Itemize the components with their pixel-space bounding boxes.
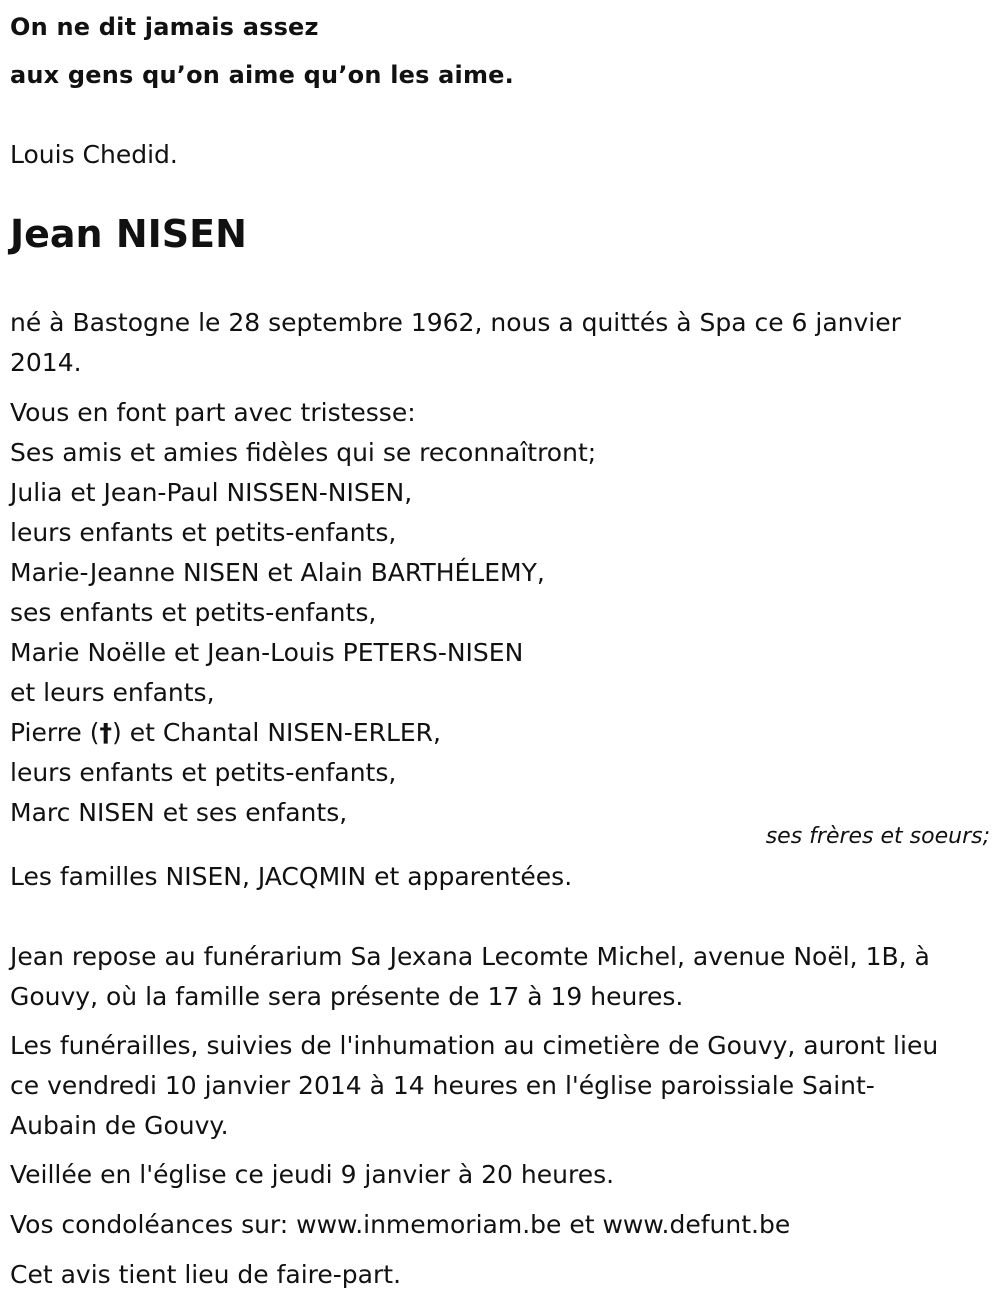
quote-line-1: On ne dit jamais assez — [10, 13, 319, 41]
family-line: leurs enfants et petits-enfants, — [10, 758, 397, 787]
funerarium-line-1: Jean repose au funérarium Sa Jexana Lecomte Michel, avenue Noël, 1B, à — [10, 942, 930, 971]
quote-line-2: aux gens qu’on aime qu’on les aime. — [10, 61, 514, 89]
notice-line: Cet avis tient lieu de faire-part. — [10, 1260, 402, 1289]
family-line: et leurs enfants, — [10, 678, 215, 707]
family-line: Marie-Jeanne NISEN et Alain BARTHÉLEMY, — [10, 558, 545, 587]
family-line: leurs enfants et petits-enfants, — [10, 518, 397, 547]
family-line: Julia et Jean-Paul NISSEN-NISEN, — [10, 478, 413, 507]
family-line: Ses amis et amies fidèles qui se reconnaîtront; — [10, 438, 597, 467]
family-line-pierre — [10, 718, 441, 748]
pierre-before: Pierre ( — [10, 718, 100, 747]
birth-death-line-2: 2014. — [10, 348, 82, 377]
cross-icon: † — [99, 718, 113, 747]
family-line: Marie Noëlle et Jean-Louis PETERS-NISEN — [10, 638, 524, 667]
families-line: Les familles NISEN, JACQMIN et apparentées. — [10, 862, 573, 891]
funerarium-line-2: Gouvy, où la famille sera présente de 17 à 19 heures. — [10, 982, 684, 1011]
condolences-line: Vos condoléances sur: www.inmemoriam.be et www.defunt.be — [10, 1210, 791, 1239]
siblings-note: ses frères et soeurs; — [765, 824, 990, 849]
family-line: ses enfants et petits-enfants, — [10, 598, 377, 627]
quote-author: Louis Chedid. — [10, 140, 178, 169]
vigil-line: Veillée en l'église ce jeudi 9 janvier à 20 heures. — [10, 1160, 615, 1189]
birth-death-line-1: né à Bastogne le 28 septembre 1962, nous a quittés à Spa ce 6 janvier — [10, 308, 901, 337]
announcement-intro: Vous en font part avec tristesse: — [10, 398, 416, 427]
pierre-after: ) et Chantal NISEN-ERLER, — [112, 718, 441, 747]
funeral-line-2: ce vendredi 10 janvier 2014 à 14 heures en l'église paroissiale Saint- — [10, 1071, 875, 1100]
funeral-line-3: Aubain de Gouvy. — [10, 1111, 229, 1140]
deceased-name: Jean NISEN — [10, 212, 247, 256]
family-line: Marc NISEN et ses enfants, — [10, 798, 348, 827]
funeral-line-1: Les funérailles, suivies de l'inhumation au cimetière de Gouvy, auront lieu — [10, 1031, 939, 1060]
